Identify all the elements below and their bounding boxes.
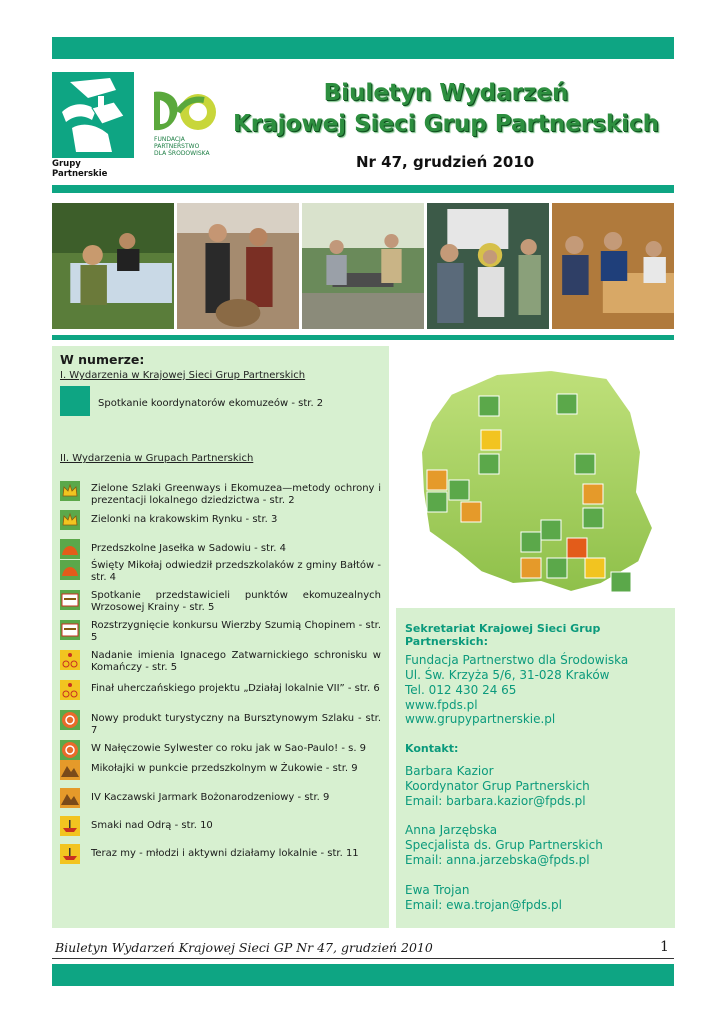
divider-bar — [52, 185, 674, 193]
org-phone: Tel. 012 430 24 65 — [405, 683, 517, 697]
contact-role: Specjalista ds. Grup Partnerskich — [405, 838, 603, 852]
spiral-icon — [60, 740, 80, 760]
toc-heading: W numerze: — [60, 352, 145, 367]
photo-workshop — [302, 203, 424, 329]
crown-icon — [60, 510, 80, 530]
contact-email[interactable]: Email: anna.jarzebska@fpds.pl — [405, 853, 590, 867]
poland-map — [401, 352, 675, 607]
photo-strip — [52, 203, 674, 329]
gp-website-link[interactable]: www.grupypartnerskie.pl — [405, 712, 556, 726]
toc-item-text: Smaki nad Odrą - str. 10 — [91, 820, 213, 831]
bench-icon — [60, 590, 80, 610]
shell-icon — [60, 560, 80, 580]
crown-icon — [60, 481, 80, 501]
toc-item-text: Przedszkolne Jasełka w Sadowiu - str. 4 — [91, 543, 286, 554]
title-line-2: Krajowej Sieci Grup Partnerskich — [232, 111, 660, 137]
footer-bar — [52, 964, 674, 986]
boat-icon — [60, 844, 80, 864]
shell-icon — [60, 539, 80, 559]
bench-icon — [60, 620, 80, 640]
secretariat-heading: Sekretariat Krajowej Sieci Grup Partnerskich: — [405, 622, 601, 648]
logo-gp-label: Grupy Partnerskie — [52, 159, 108, 179]
toc-item-text: IV Kaczawski Jarmark Bożonarodzeniowy - str. 9 — [91, 792, 330, 803]
toc-item-text: Teraz my - młodzi i aktywni działamy lokalnie - str. 11 — [91, 848, 359, 859]
toc-item-text: Nadanie imienia Ignacego Zatwarnickiego schronisku w Komańczy - str. 5 — [91, 650, 381, 673]
issue-number: Nr 47, grudzień 2010 — [356, 153, 535, 171]
toc-item-text: Mikołajki w punkcie przedszkolnym w Żukowie - str. 9 — [91, 763, 358, 774]
toc-item-text: Święty Mikołaj odwiedził przedszkolaków z gminy Bałtów - str. 4 — [91, 560, 381, 583]
toc-item-text: Zielonki na krakowskim Rynku - str. 3 — [91, 514, 278, 525]
grupy-partnerskie-logo — [52, 72, 134, 179]
photo-wooden-room — [552, 203, 674, 329]
contact-role: Koordynator Grup Partnerskich — [405, 779, 590, 793]
contact-name: Ewa Trojan — [405, 883, 470, 897]
contact-email[interactable]: Email: barbara.kazior@fpds.pl — [405, 794, 586, 808]
bulletin-title — [226, 78, 666, 140]
toc-item-text: Zielone Szlaki Greenways i Ekomuzea—metody ochrony i prezentacji lokalnego dziedzictwa - str. 2 — [91, 483, 381, 506]
grupy-partnerskie-logo-icon — [60, 386, 90, 416]
toc-item-text: Spotkanie koordynatorów ekomuzeów - str. 2 — [98, 398, 324, 409]
org-website-link[interactable]: www.fpds.pl — [405, 698, 478, 712]
org-address: Ul. Św. Krzyża 5/6, 31-028 Kraków — [405, 668, 610, 682]
fpds-logo-text: FUNDACJA PARTNERSTWO DLA ŚRODOWISKA — [154, 136, 210, 157]
spiral-icon — [60, 710, 80, 730]
toc-section-2[interactable]: II. Wydarzenia w Grupach Partnerskich — [60, 453, 254, 464]
toc-item-text: Spotkanie przedstawicieli punktów ekomuzealnych Wrzosowej Krainy - str. 5 — [91, 590, 381, 613]
title-line-1: Biuletyn Wydarzeń — [323, 80, 569, 106]
mountain-icon — [60, 788, 80, 808]
footer-rule — [52, 958, 674, 959]
kontakt-heading: Kontakt: — [405, 742, 459, 755]
contact-name: Anna Jarzębska — [405, 823, 498, 837]
toc-item-text: Finał uherczańskiego projektu „Działaj lokalnie VII” - str. 6 — [91, 683, 380, 694]
divider-bar-thin — [52, 335, 674, 340]
toc-item-text: Nowy produkt turystyczny na Bursztynowym Szlaku - str. 7 — [91, 713, 381, 736]
toc-item-text: W Nałęczowie Sylwester co roku jak w Sao-Paulo! - s. 9 — [91, 743, 367, 754]
cyclist-icon — [60, 680, 80, 700]
header-bar — [52, 37, 674, 59]
photo-barrel — [177, 203, 299, 329]
cyclist-icon — [60, 650, 80, 670]
footer-text: Biuletyn Wydarzeń Krajowej Sieci GP Nr 47, grudzień 2010 — [55, 940, 433, 955]
page-number: 1 — [660, 939, 669, 955]
toc-section-1[interactable]: I. Wydarzenia w Krajowej Sieci Grup Partnerskich — [60, 370, 306, 381]
table-of-contents — [52, 346, 389, 928]
fpds-logo — [150, 88, 230, 168]
mountain-icon — [60, 760, 80, 780]
photo-group-presentation — [427, 203, 549, 329]
boat-icon — [60, 816, 80, 836]
toc-item-text: Rozstrzygnięcie konkursu Wierzby Szumią Chopinem - str. 5 — [91, 620, 381, 643]
contact-panel — [396, 608, 675, 928]
contact-name: Barbara Kazior — [405, 764, 494, 778]
photo-meeting-table — [52, 203, 174, 329]
contact-email[interactable]: Email: ewa.trojan@fpds.pl — [405, 898, 563, 912]
org-name: Fundacja Partnerstwo dla Środowiska — [405, 653, 629, 667]
